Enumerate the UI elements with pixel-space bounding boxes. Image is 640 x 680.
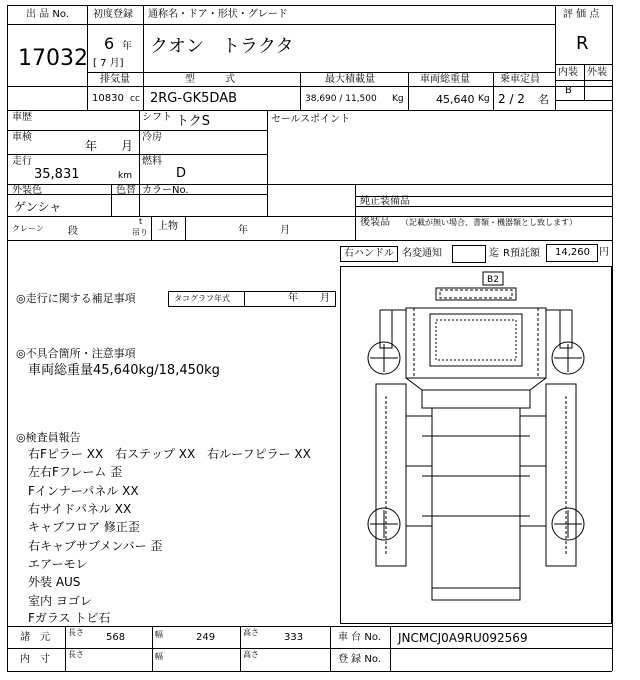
first-reg-label: 初度登録 [93, 9, 133, 20]
gross-weight-label: 車両総重量 [420, 74, 470, 85]
interior-dims-label: 内 寸 [20, 654, 50, 665]
tachograph-label: タコグラフ年式 [174, 294, 230, 303]
mileage-value: 35,831 [34, 167, 80, 182]
upper-body-year-unit: 年 [238, 225, 248, 236]
displacement-unit: cc [130, 94, 140, 104]
capacity-value: 2 / 2 [498, 92, 525, 106]
model-code: 2RG-GK5DAB [150, 91, 238, 106]
height-label: 高さ [243, 628, 259, 637]
inspection-year-unit: 年 [85, 139, 98, 153]
inspector-line: 右Fピラー XX 右ステップ XX 右ルーフピラー XX [28, 447, 311, 461]
inspector-line: 右サイドパネル XX [28, 502, 132, 516]
car-name: クオン トラクタ [150, 36, 294, 57]
dimensions-label: 諸 元 [20, 632, 50, 643]
fuel-label: 燃料 [142, 156, 162, 167]
height-label: 高さ [243, 650, 259, 659]
diagram-marker-label: B2 [487, 275, 499, 285]
gross-weight-unit: Kg [478, 94, 490, 104]
genuine-equipment-label: 純正装備品 [360, 196, 410, 207]
aircon-label: 冷房 [142, 132, 162, 143]
reg-month: [ 7 月] [93, 58, 124, 69]
exterior-color-value: ゲンシャ [14, 200, 62, 214]
inspection-month-unit: 月 [121, 139, 134, 153]
interior-grade: B [565, 85, 572, 96]
defect-remarks-title: ◎不具合箇所・注意事項 [16, 347, 136, 360]
max-load-value: 38,690 / 11,500 [305, 94, 377, 104]
inspector-line: 室内 ヨゴレ [28, 594, 92, 608]
shift-value: トクS [176, 114, 210, 129]
chassis-number-label: 車 台 No. [338, 632, 381, 643]
inspector-line: Fインナーパネル XX [28, 484, 139, 498]
gross-weight-value: 45,640 [436, 93, 475, 106]
color-code-label: カラーNo. [142, 185, 189, 196]
upper-body-label: 上物 [158, 221, 178, 232]
crane-hang-unit: 吊り [132, 228, 148, 237]
inspector-line: Fガラス トビ石 [28, 611, 111, 625]
interior-grade-label: 内装 [558, 67, 578, 78]
aftermarket-note: （記載が無い場合、書類・機器類とし致します） [401, 218, 577, 227]
crane-stage-unit: 段 [68, 226, 78, 237]
mileage-unit: km [118, 171, 132, 181]
height-value: 333 [284, 632, 304, 643]
recycle-deposit-unit: 円 [599, 247, 609, 258]
width-value: 249 [196, 632, 216, 643]
max-load-unit: Kg [392, 94, 404, 104]
displacement-value: 10830 [92, 93, 124, 104]
model-label: 型 式 [185, 74, 235, 85]
chassis-number: JNCMCJ0A9RU092569 [398, 631, 528, 645]
displacement-label: 排気量 [100, 74, 130, 85]
exterior-color-label: 外装色 [12, 185, 42, 196]
inspector-line: 右キャブサブメンバー 歪 [28, 539, 163, 553]
width-label: 幅 [155, 630, 163, 639]
crane-label: クレーン [12, 224, 44, 233]
length-label: 長さ [68, 628, 84, 637]
color-change-label: 色替 [116, 185, 136, 196]
max-load-label: 最大積載量 [325, 74, 375, 85]
registration-number-label: 登 録 No. [338, 654, 381, 665]
name-change-label: 名変通知 [402, 248, 442, 259]
lot-label: 出 品 No. [26, 9, 69, 20]
upper-body-month-unit: 月 [280, 225, 290, 236]
aftermarket-label: 後装品 [360, 217, 390, 228]
car-name-label: 通称名・ドア・形状・グレード [148, 9, 288, 20]
inspector-line: キャブフロア 修正歪 [28, 520, 140, 534]
name-change-box [452, 245, 486, 263]
width-label: 幅 [155, 652, 163, 661]
overall-grade: R [576, 33, 589, 54]
length-value: 568 [106, 632, 126, 643]
inspector-report-title: ◎検査員報告 [16, 431, 81, 444]
history-label: 車歴 [12, 112, 32, 123]
reg-year-unit: 年 [122, 41, 132, 52]
inspector-line: 外装 AUS [28, 575, 81, 589]
inspection-label: 車検 [12, 132, 32, 143]
sales-point-label: セールスポイント [271, 114, 351, 125]
defect-line: 車両総重量45,640kg/18,450kg [28, 363, 220, 378]
truck-damage-diagram [340, 266, 612, 624]
grade-label: 評 価 点 [563, 9, 600, 20]
driving-remarks-title: ◎走行に関する補足事項 [16, 292, 136, 305]
capacity-unit: 名 [538, 93, 549, 106]
tachograph-month-unit: 月 [320, 293, 330, 304]
lot-number: 17032 [18, 46, 88, 71]
crane-ton-unit: t [139, 217, 143, 226]
fuel-value: D [176, 166, 187, 181]
capacity-label: 乗車定員 [500, 74, 540, 85]
reg-year: 6 [104, 34, 115, 53]
recycle-deposit-value: 14,260 [555, 247, 590, 258]
recycle-deposit-label: R預託額 [503, 248, 540, 259]
inspector-line: 左右Fフレーム 歪 [28, 465, 123, 479]
length-label: 長さ [68, 650, 84, 659]
inspector-line: エアーモレ [28, 557, 88, 571]
shift-label: シフト [142, 112, 172, 123]
mileage-label: 走行 [12, 156, 32, 167]
deadline-label: 迄 [489, 248, 499, 259]
rhd-label: 右ハンドル [344, 248, 394, 259]
tachograph-year-unit: 年 [288, 293, 298, 304]
exterior-grade-label: 外装 [587, 67, 607, 78]
